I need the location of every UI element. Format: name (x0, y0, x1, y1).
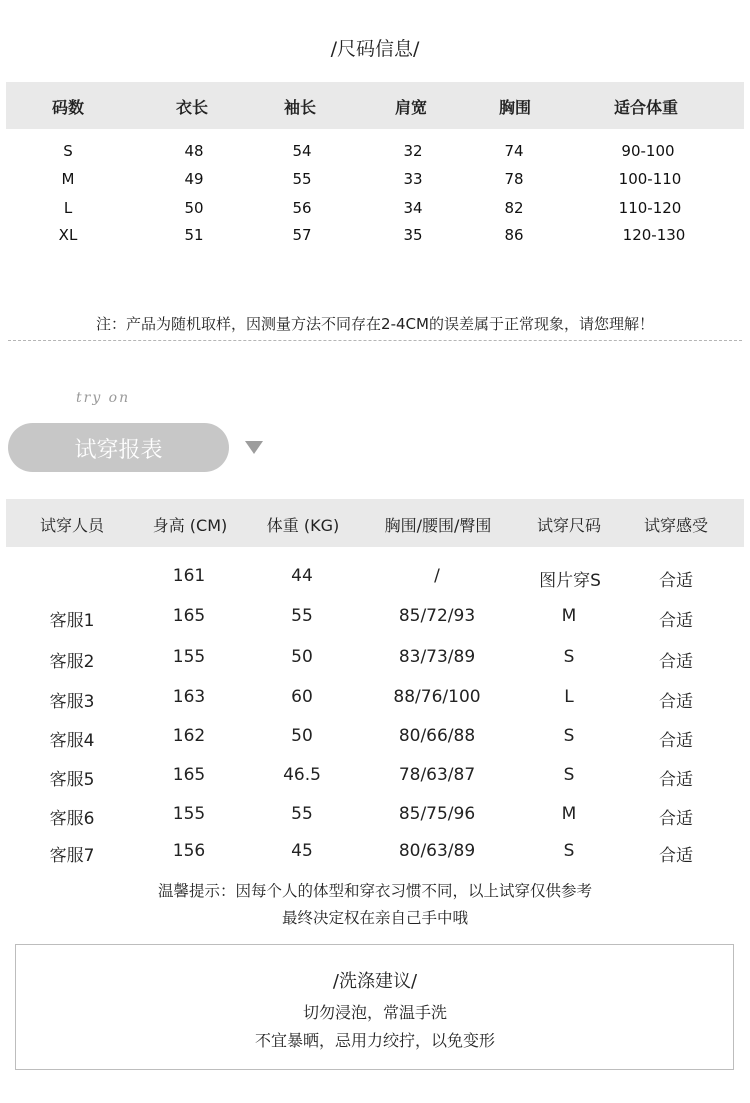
size-cell: 35 (403, 226, 423, 244)
size-cell: 78 (504, 170, 524, 188)
tryon-header-cell: 试穿尺码 (536, 516, 602, 535)
tryon-cell: 合适 (659, 652, 693, 672)
size-cell: 74 (504, 142, 524, 160)
tryon-cell: 合适 (659, 731, 693, 751)
size-cell: 55 (292, 170, 312, 188)
tryon-cell: 合适 (659, 809, 693, 829)
wash-title: /洗涤建议/ (332, 971, 418, 992)
size-header-cell: 适合体重 (613, 98, 679, 117)
tryon-cell: 80/63/89 (398, 841, 476, 861)
size-cell: 90-100 (621, 142, 675, 160)
tip-line: 最终决定权在亲自己手中哦 (281, 909, 468, 927)
size-cell: 56 (292, 199, 312, 217)
size-table-row (0, 142, 750, 164)
tryon-cell: S (563, 765, 575, 785)
size-cell: 50 (184, 199, 204, 217)
tryon-cell: 44 (291, 566, 313, 586)
tryon-cell: 合适 (659, 770, 693, 790)
tryon-cell: M (561, 804, 577, 824)
size-cell: L (63, 199, 73, 217)
tryon-cell: 155 (172, 804, 206, 824)
size-table-row (0, 199, 750, 221)
size-cell: 32 (403, 142, 423, 160)
size-table-row (0, 226, 750, 248)
tryon-cell: 85/75/96 (398, 804, 476, 824)
tryon-cell: M (561, 606, 577, 626)
tryon-cell: 165 (172, 606, 206, 626)
size-cell: 54 (292, 142, 312, 160)
tryon-cell: 55 (291, 606, 313, 626)
tryon-cell: 45 (291, 841, 313, 861)
tryon-table-header (6, 499, 744, 547)
size-cell: 33 (403, 170, 423, 188)
size-table-header (6, 82, 744, 129)
size-cell: XL (58, 226, 78, 244)
size-header-cell: 袖长 (283, 98, 317, 117)
tryon-cell: 80/66/88 (398, 726, 476, 746)
size-header-cell: 肩宽 (394, 98, 428, 117)
size-table-row (0, 170, 750, 192)
tryon-cell: 78/63/87 (398, 765, 476, 785)
tryon-cell: S (563, 726, 575, 746)
tryon-cell: 46.5 (283, 765, 321, 785)
tryon-header-cell: 体重 (KG) (266, 516, 340, 535)
size-cell: S (63, 142, 73, 160)
tryon-cell: 55 (291, 804, 313, 824)
tryon-header-cell: 身高 (CM) (152, 516, 228, 535)
tryon-cell: 合适 (659, 611, 693, 631)
tryon-cell: 88/76/100 (393, 687, 481, 707)
tryon-cell: L (564, 687, 574, 707)
tryon-cell: 156 (172, 841, 206, 861)
tryon-header-cell: 试穿感受 (643, 516, 709, 535)
tryon-table-row (0, 606, 750, 630)
size-cell: 110-120 (618, 199, 682, 217)
tryon-cell: 165 (172, 765, 206, 785)
size-header-cell: 衣长 (175, 98, 209, 117)
tryon-table-row (0, 765, 750, 789)
dashed-divider (8, 340, 742, 341)
tryon-report-badge (8, 423, 229, 472)
tryon-cell: / (434, 566, 440, 586)
size-cell: 120-130 (622, 226, 686, 244)
tryon-cell: 83/73/89 (398, 647, 476, 667)
size-cell: 86 (504, 226, 524, 244)
tryon-cell: 客服7 (49, 846, 95, 866)
size-cell: M (61, 170, 75, 188)
tryon-header-cell: 试穿人员 (39, 516, 105, 535)
size-cell: 48 (184, 142, 204, 160)
tryon-cell: 50 (291, 647, 313, 667)
size-cell: 57 (292, 226, 312, 244)
size-info-title: /尺码信息/ (330, 38, 420, 60)
tryon-cell: 合适 (659, 692, 693, 712)
tryon-cell: 163 (172, 687, 206, 707)
triangle-down-icon (245, 441, 263, 454)
tryon-cell: 客服2 (49, 652, 95, 672)
tryon-cell: 客服3 (49, 692, 95, 712)
tryon-cell: 客服1 (49, 611, 95, 631)
tryon-cell: 客服6 (49, 809, 95, 829)
tryon-cell: 客服5 (49, 770, 95, 790)
tryon-cell: 161 (172, 566, 206, 586)
tryon-table-row (0, 726, 750, 750)
size-cell: 34 (403, 199, 423, 217)
tryon-table-row (0, 841, 750, 865)
wash-line: 切勿浸泡，常温手洗 (302, 1003, 447, 1022)
tryon-report-label: 试穿报表 (74, 438, 163, 463)
tryon-cell: 155 (172, 647, 206, 667)
tryon-cell: 60 (291, 687, 313, 707)
tryon-cell: 合适 (659, 571, 693, 591)
tryon-table-row (0, 687, 750, 711)
size-cell: 51 (184, 226, 204, 244)
tryon-cell: 50 (291, 726, 313, 746)
tryon-cell: 图片穿S (539, 571, 601, 591)
tryon-cell: S (563, 841, 575, 861)
size-header-cell: 码数 (51, 98, 85, 117)
tryon-cell: 162 (172, 726, 206, 746)
tryon-table-row (0, 804, 750, 828)
size-header-cell: 胸围 (498, 98, 532, 117)
tip-line: 温馨提示：因每个人的体型和穿衣习惯不同，以上试穿仅供参考 (157, 882, 592, 900)
script-decoration: try on (76, 390, 131, 406)
tryon-cell: 合适 (659, 846, 693, 866)
tryon-table-row (0, 647, 750, 671)
tryon-table-row (0, 566, 750, 590)
size-cell: 100-110 (618, 170, 682, 188)
size-cell: 82 (504, 199, 524, 217)
wash-line: 不宜暴晒，忌用力绞拧，以免变形 (254, 1031, 495, 1050)
size-cell: 49 (184, 170, 204, 188)
tryon-cell: 85/72/93 (398, 606, 476, 626)
tryon-cell: S (563, 647, 575, 667)
measurement-note: 注：产品为随机取样，因测量方法不同存在2-4CM的误差属于正常现象，请您理解！ (96, 315, 654, 333)
tryon-cell: 客服4 (49, 731, 95, 751)
tryon-header-cell: 胸围/腰围/臀围 (384, 516, 492, 535)
